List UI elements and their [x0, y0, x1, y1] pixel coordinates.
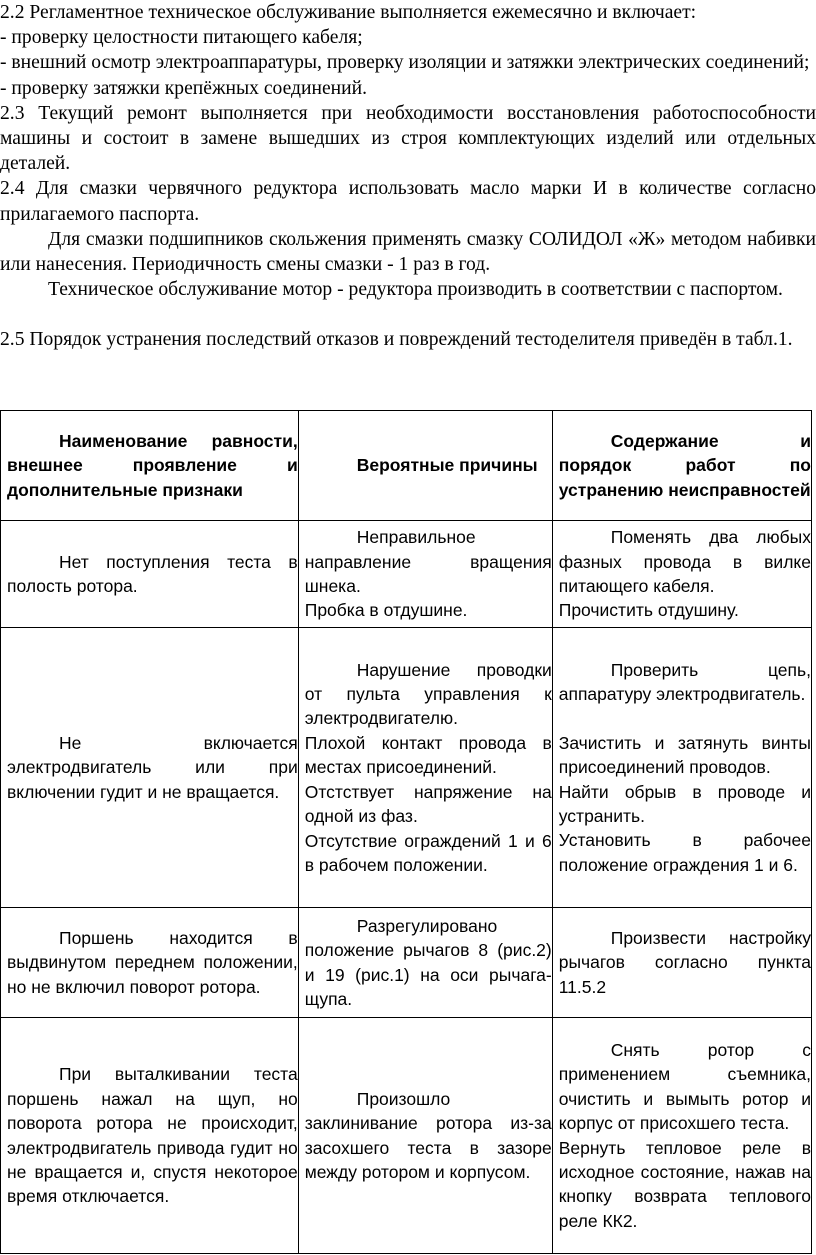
causes-cell: Неправильное направление вращения шнека. Пробка в отдушине. [298, 521, 552, 628]
intro-text [0, 0, 816, 353]
list-item-fasteners: - проверку затяжки крепёжных соединений. [0, 77, 367, 99]
header-causes: Вероятные причины [298, 411, 552, 521]
symptom-cell: Нет поступления теста в полость ротора. [1, 521, 299, 628]
table-row [1, 628, 812, 908]
list-item-cable: - проверку целостности питающего кабеля; [0, 27, 363, 49]
header-symptom: Наименование равности, внешнее проявление и дополнительные признаки [1, 411, 299, 521]
causes-cell: Нарушение проводки от пульта управления к электродвигателю. Плохой контакт провода в местах присоединений. Отстствует напряжение на одной из фаз. Отсутствие ограждений 1 и 6 в рабочем положении. [298, 628, 552, 908]
symptom-cell: При выталкивании теста поршень нажал на щуп, но поворота ротора не происходит, электродвигатель привода гудит но не вращается и, спустя некоторое время отключается. [1, 1018, 299, 1254]
remedy-cell: Проверить цепь, аппаратуру электродвигатель. Зачистить и затянуть винты присоединений проводов. Найти обрыв в проводе и устранить. Установить в рабочее положение ограждения 1 и 6. [552, 628, 811, 908]
fault-table [0, 410, 812, 1254]
paragraph-lubrication: Для смазки подшипников скольжения применять смазку СОЛИДОЛ «Ж» методом набивки или нанесения. Периодичность смены смазки - 1 раз в год. [0, 228, 816, 276]
paragraph-2-2: 2.2 Регламентное техническое обслуживание выполняется ежемесячно и включает: [0, 2, 697, 23]
table-row [1, 908, 812, 1018]
remedy-cell: Произвести настройку рычагов согласно пункта 11.5.2 [552, 908, 811, 1018]
paragraph-2-5: 2.5 Порядок устранения последствий отказов и повреждений тестоделителя приведён в табл.1. [0, 329, 793, 351]
paragraph-motor-reducer: Техническое обслуживание мотор - редуктора производить в соответствии с паспортом. [48, 279, 783, 301]
table-row [1, 1018, 812, 1254]
table-header-row [1, 411, 812, 521]
spacer [0, 302, 816, 327]
table-row [1, 521, 812, 628]
header-remedy: Содержание и порядок работ по устранению неисправностей [552, 411, 811, 521]
causes-cell: Разрегулировано положение рычагов 8 (рис.2) и 19 (рис.1) на оси рычага- щупа. [298, 908, 552, 1018]
remedy-cell: Поменять два любых фазных провода в вилке питающего кабеля. Прочистить отдушину. [552, 521, 811, 628]
remedy-cell: Снять ротор с применением съемника, очистить и вымыть ротор и корпус от присохшего теста. Вернуть тепловое реле в исходное состояние, нажав на кнопку возврата теплового реле КК2. [552, 1018, 811, 1254]
paragraph-2-3: 2.3 Текущий ремонт выполняется при необходимости восстановления работоспособности машины и состоит в замене вышедших из строя комплектующих изделий или отдельных деталей. [0, 102, 816, 175]
causes-cell: Произошло заклинивание ротора из-за засохшего теста в зазоре между ротором и корпусом. [298, 1018, 552, 1254]
symptom-cell: Поршень находится в выдвинутом переднем положении, но не включил поворот ротора. [1, 908, 299, 1018]
symptom-cell: Не включается электродвигатель или при включении гудит и не вращается. [1, 628, 299, 908]
list-item-inspection: - внешний осмотр электроаппаратуры, проверку изоляции и затяжки электрических соединений; [0, 52, 810, 74]
paragraph-2-4: 2.4 Для смазки червячного редуктора использовать масло марки И в количестве согласно прилагаемого паспорта. [0, 178, 816, 225]
